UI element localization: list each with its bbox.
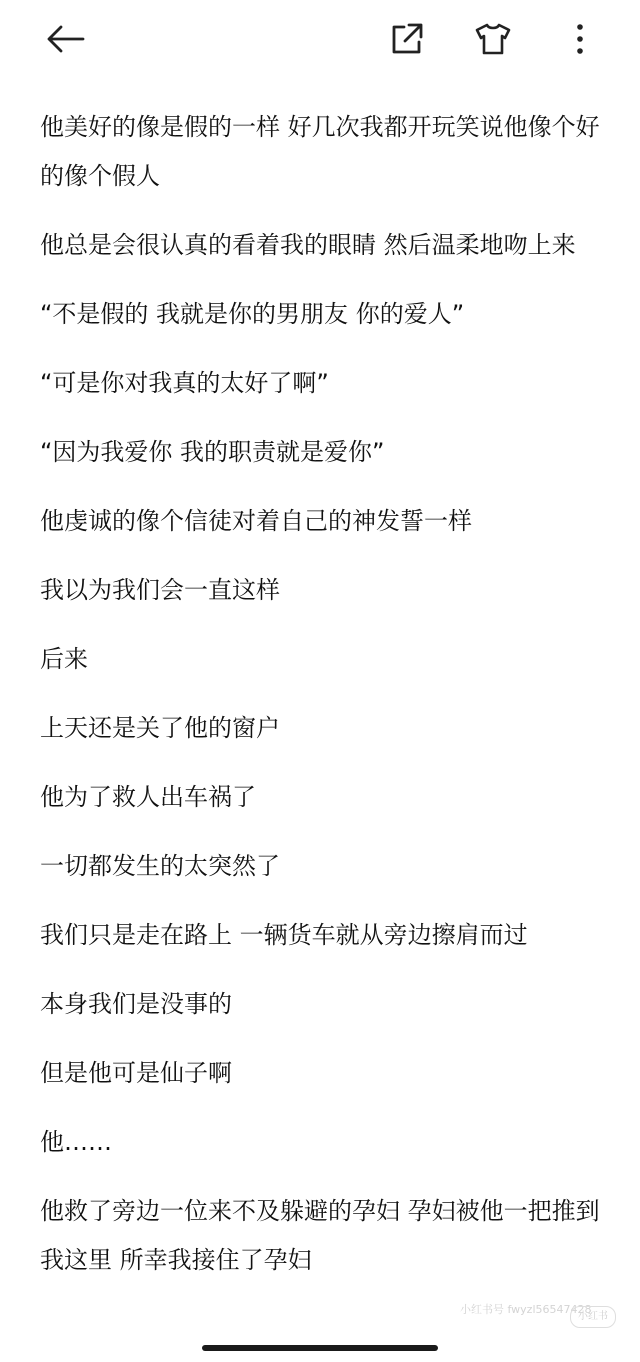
paragraph: 后来: [40, 645, 88, 673]
back-button[interactable]: [40, 14, 90, 64]
watermark-id: 小红书号 fwyzl56547428: [460, 1303, 592, 1316]
theme-button[interactable]: [468, 14, 518, 64]
external-share-icon: [389, 21, 425, 57]
arrow-left-icon: [45, 24, 85, 54]
more-vertical-icon: [575, 22, 585, 56]
paragraph: 他救了旁边一位来不及躲避的孕妇 孕妇被他一把推到我这里 所幸我接住了孕妇: [40, 1197, 600, 1274]
paragraph: 我们只是走在路上 一辆货车就从旁边擦肩而过: [40, 921, 528, 949]
paragraph: 他总是会很认真的看着我的眼睛 然后温柔地吻上来: [40, 231, 576, 259]
paragraph: “不是假的 我就是你的男朋友 你的爱人”: [40, 300, 465, 328]
paragraph: “可是你对我真的太好了啊”: [40, 369, 329, 397]
watermark-logo: 小红书: [570, 1306, 616, 1328]
paragraph: “因为我爱你 我的职责就是爱你”: [40, 438, 385, 466]
paragraph: 本身我们是没事的: [40, 990, 232, 1018]
paragraph: 上天还是关了他的窗户: [40, 714, 280, 742]
paragraph: 一切都发生的太突然了: [40, 852, 280, 880]
tshirt-icon: [474, 21, 512, 57]
paragraph: 他美好的像是假的一样 好几次我都开玩笑说他像个好的像个假人: [40, 113, 600, 190]
share-button[interactable]: [382, 14, 432, 64]
paragraph: 他……: [40, 1128, 112, 1156]
article-body: [40, 103, 610, 1305]
top-toolbar: [0, 0, 640, 80]
home-indicator[interactable]: [202, 1345, 438, 1351]
paragraph: 我以为我们会一直这样: [40, 576, 280, 604]
paragraph: 他虔诚的像个信徒对着自己的神发誓一样: [40, 507, 472, 535]
paragraph: 但是他可是仙子啊: [40, 1059, 232, 1087]
more-button[interactable]: [555, 14, 605, 64]
paragraph: 他为了救人出车祸了: [40, 783, 256, 811]
